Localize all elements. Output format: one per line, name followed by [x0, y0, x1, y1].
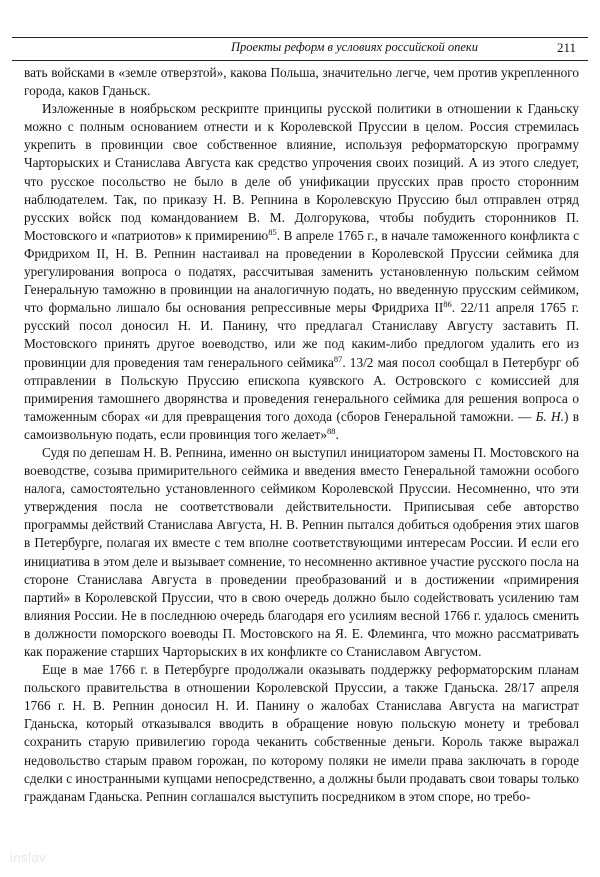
- footnote-ref-87: 87: [333, 353, 343, 364]
- paragraph-1: вать войсками в «земле отверзтой», какова Польша, значительно легче, чем против укрепленного города, каков Гданьск.: [24, 65, 579, 99]
- footnote-ref-85: 85: [268, 226, 277, 237]
- body-text: [24, 64, 579, 806]
- header-rule-top: [12, 37, 588, 38]
- paragraph-2-text-b: . В апреле 1765 г., в начале таможенного конфликта с Фридрихом II, Н. В. Репнин настаивал на проведении в Королевской Пруссии сеймика для урегулирования вопроса о податях, рассчитывая заменить установленную польским сеймом Генеральную таможню в провинции на аналогичную подать, но введенную прусским сеймиком, что формально лишало бы основания репрессивные меры Фридриха II: [24, 227, 580, 316]
- paragraph-2: [24, 100, 579, 444]
- header-rule-bottom: [12, 60, 588, 61]
- paragraph-2-text-d: . 13/2 мая посол сообщал в Петербург об отправлении в Польскую Пруссию епископа куявского А. Островского с комиссией для примирения тамошнего дворянства и проведения генерального сеймика для решения вопроса о таможенным сборах «и для превращения того дохода (сборов Генеральной таможни. —: [24, 354, 579, 424]
- running-title: Проекты реформ в условиях российской опеки: [231, 40, 478, 54]
- author-initials: Б. Н.: [535, 408, 564, 424]
- paragraph-4: Еще в мае 1766 г. в Петербурге продолжали оказывать поддержку реформаторским планам польского правительства в отношении Королевской Пруссии, а также Гданьска. 28/17 апреля 1766 г. Н. В. Репнин доносил Н. И. Панину о жалобах Станислава Августа на магистрат Гданьска, который отказывался вводить в обращение новую польскую монету и требовал сохранить старую привилегию города чеканить собственные деньги. Король также выражал недовольство старым правом горожан, по которому поляки не имели права заключать в городе сделки с иностранными купцами непосредственно, а должны были продавать свои товары только гражданам Гданьска. Репнин соглашался выступить посредником в этом споре, но требо-: [24, 662, 579, 804]
- footnote-ref-86: 86: [443, 299, 452, 310]
- paragraph-2-text-g: .: [335, 426, 339, 442]
- paragraph-2-text-f: ) в самоизвольную подать, если провинция того желает»: [24, 408, 579, 442]
- page-number: 211: [556, 40, 576, 55]
- footnote-ref-88: 88: [327, 425, 336, 436]
- paragraph-2-text-c: . 22/11 апреля 1765 г. русский посол доносил Н. И. Панину, что предлагал Станиславу Августу заставить П. Мостовского принять другое воеводство, или же под каким-либо предлогом удалить его из провинции для проведения там генерального сеймика: [24, 300, 579, 370]
- watermark: inslav: [10, 850, 47, 865]
- paragraph-2-text-a: Изложенные в ноябрьском рескрипте принципы русской политики в отношении к Гданьску можно с полным основанием отнести и к Королевской Пруссии в целом. Россия стремилась укрепить в провинции свое собственное влияние, используя реформаторскую программу Чарторыских и Станислава Августа как средство упрочения своих позиций. А из этого следует, что русское посольство не было в деле об унификации прусских прав просто сторонним наблюдателем. Так, по приказу Н. В. Репнина в Королевскую Пруссию был отправлен отряд русских войск под командованием В. М. Долгорукова, чтобы побудить сторонников П. Мостовского и «патриотов» к примирению: [24, 101, 579, 243]
- paragraph-3: Судя по депешам Н. В. Репнина, именно он выступил инициатором замены П. Мостовского на воеводстве, созыва примирительного сеймика и введения вместо Генеральной таможни особого налога, самостоятельно установленного сеймиком Королевской Пруссии. Несомненно, что эти утверждения посла не соответствовали действительности. Приписывая себе авторство программы действий Станислава Августа, Н. В. Репнин пытался добиться одобрения этих шагов в Петербурге, полагая их вместе с тем вполне соответствующими интересам России. И если его инициатива в этом деле и вызывает сомнение, то несомненно активное участие русского посла на стороне Станислава Августа в проведении преобразований и в достижении «примирения партий» в Королевской Пруссии, что в свою очередь должно было содействовать усилению там влияния России. Не в последнюю очередь благодаря его усилиям весной 1766 г. удалось сменить в должности поморского воеводы П. Мостовского на Я. Е. Флеминга, что можно рассматривать как поражение старших Чарторыских в их конфликте со Станиславом Августом.: [24, 444, 579, 659]
